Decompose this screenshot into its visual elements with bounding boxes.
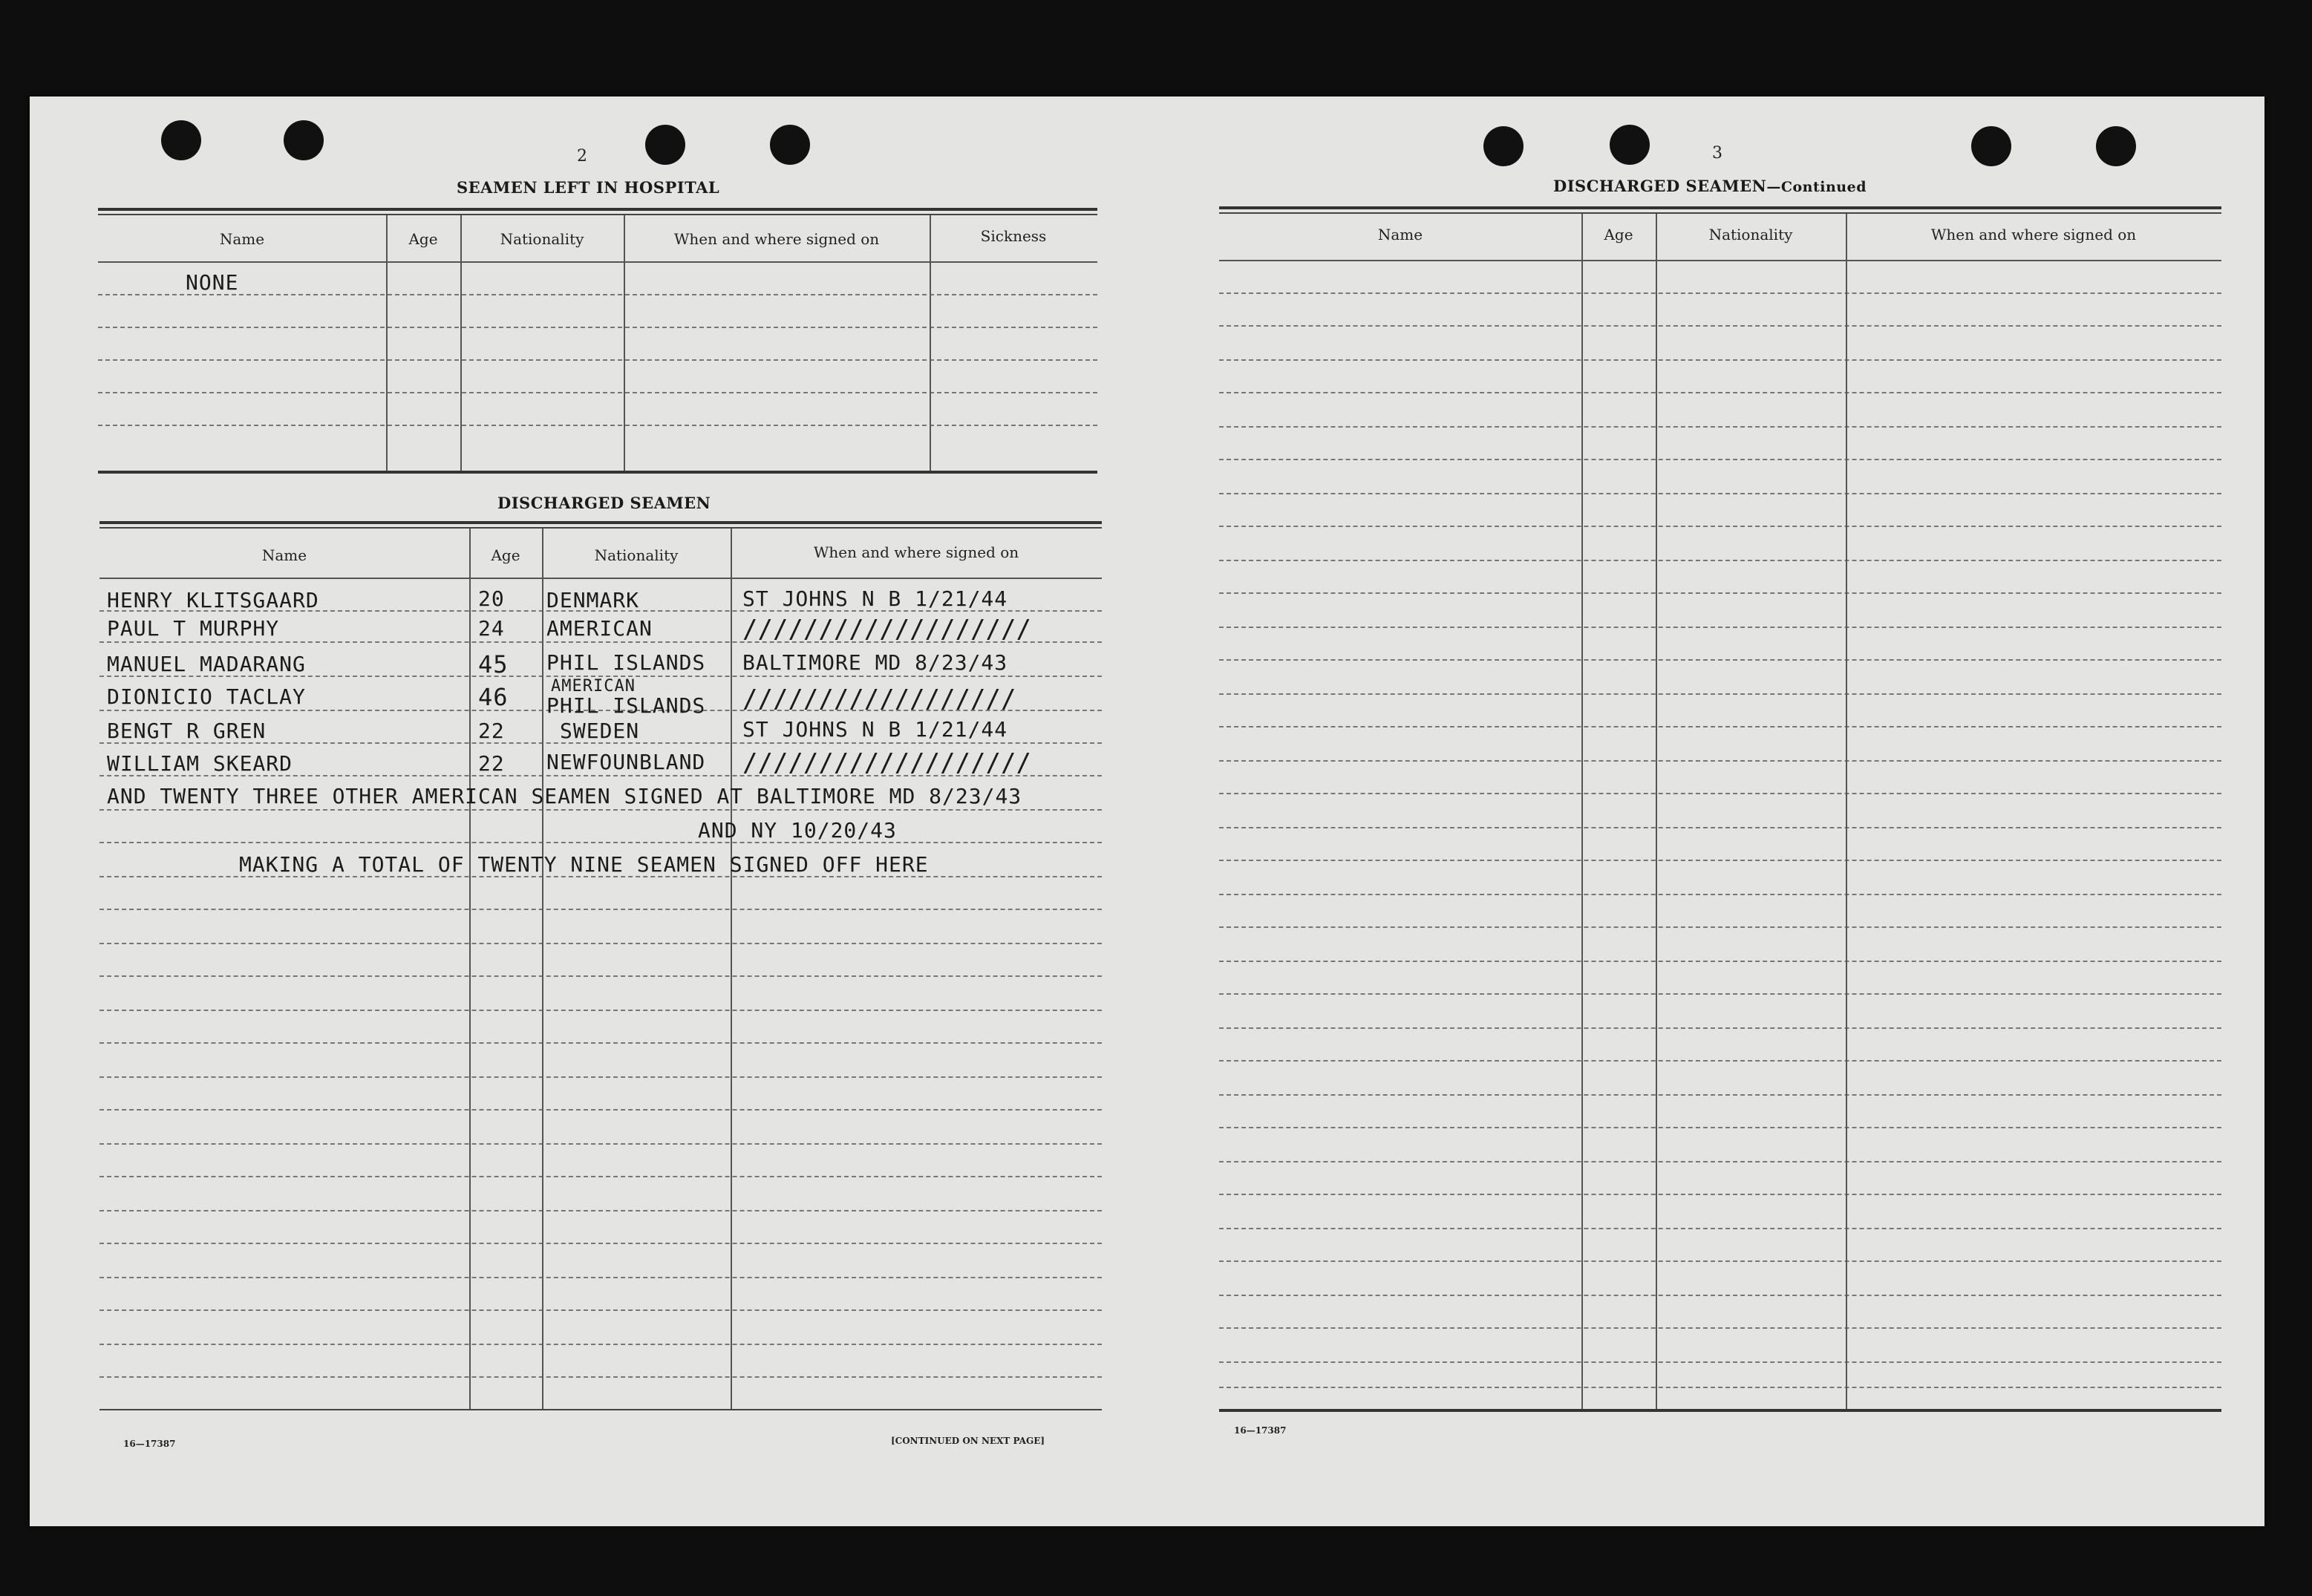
binder-hole (645, 125, 685, 165)
discharged-continued-heading (1553, 177, 1867, 195)
column-header-sickness: Sickness (980, 227, 1047, 245)
column-header-signed-on: When and where signed on (813, 543, 1019, 561)
continued-note: [CONTINUED ON NEXT PAGE] (891, 1436, 1045, 1446)
seaman-nationality: SWEDEN (560, 719, 640, 743)
seaman-nationality-correction: AMERICAN (551, 677, 636, 696)
seaman-signed-on: /////////////////// (742, 615, 1031, 644)
seaman-age: 46 (478, 683, 509, 711)
binder-hole (161, 120, 201, 160)
seaman-name: DIONICIO TACLAY (107, 684, 306, 709)
binder-hole (1483, 126, 1524, 166)
column-header-nationality: Nationality (500, 230, 584, 248)
seaman-signed-on: ////////////////// (742, 684, 1016, 714)
page-number-left: 2 (577, 147, 587, 166)
heading-main: DISCHARGED SEAMEN (1553, 177, 1767, 195)
form-code-right: 16—17387 (1234, 1425, 1287, 1436)
seaman-name: PAUL T MURPHY (107, 616, 280, 641)
binder-hole (1971, 126, 2011, 166)
seaman-nationality: NEWFOUNBLAND (546, 750, 706, 774)
seaman-age: 20 (478, 586, 505, 611)
seaman-nationality: DENMARK (546, 588, 640, 612)
seaman-nationality: PHIL ISLANDS (546, 693, 706, 718)
seaman-age: 22 (478, 751, 505, 776)
seaman-name: MANUEL MADARANG (107, 652, 306, 676)
column-header-name: Name (1377, 226, 1423, 243)
column-header-name: Name (261, 546, 307, 564)
summary-note: MAKING A TOTAL OF TWENTY NINE SEAMEN SIGNED OFF HERE (239, 852, 929, 877)
seaman-signed-on: BALTIMORE MD 8/23/43 (742, 650, 1008, 675)
hospital-heading: SEAMEN LEFT IN HOSPITAL (457, 178, 720, 197)
seaman-name: HENRY KLITSGAARD (107, 588, 319, 612)
summary-note: AND NY 10/20/43 (698, 818, 897, 843)
column-header-age: Age (1604, 226, 1633, 243)
discharged-continued-table (1219, 206, 2221, 1424)
document-sheet (30, 97, 2264, 1526)
column-header-nationality: Nationality (594, 546, 679, 564)
seaman-age: 45 (478, 650, 509, 678)
binder-hole (2096, 126, 2136, 166)
seaman-nationality: PHIL ISLANDS (546, 650, 706, 675)
seaman-name: BENGT R GREN (107, 719, 267, 743)
column-header-age: Age (491, 546, 520, 564)
discharged-table (99, 521, 1102, 1427)
seaman-name: WILLIAM SKEARD (107, 751, 293, 776)
form-code-left: 16—17387 (123, 1439, 176, 1449)
column-header-age: Age (408, 230, 438, 248)
column-header-name: Name (219, 230, 265, 248)
binder-hole (284, 120, 324, 160)
seaman-age: 24 (478, 616, 505, 641)
seaman-age: 22 (478, 719, 505, 743)
summary-note: AND TWENTY THREE OTHER AMERICAN SEAMEN SIGNED AT BALTIMORE MD 8/23/43 (107, 784, 1022, 808)
seaman-nationality: AMERICAN (546, 616, 653, 641)
hospital-entry: NONE (186, 270, 239, 295)
column-header-signed-on: When and where signed on (1930, 226, 2137, 243)
discharged-heading: DISCHARGED SEAMEN (497, 494, 711, 512)
seaman-signed-on: ST JOHNS N B 1/21/44 (742, 586, 1008, 611)
column-header-nationality: Nationality (1708, 226, 1793, 243)
heading-suffix: —Continued (1766, 179, 1867, 195)
hospital-table (98, 208, 1097, 475)
binder-hole (1610, 125, 1650, 165)
page-number-right: 3 (1712, 144, 1722, 163)
seaman-signed-on: /////////////////// (742, 748, 1031, 778)
seaman-signed-on: ST JOHNS N B 1/21/44 (742, 717, 1008, 742)
column-header-signed-on: When and where signed on (673, 230, 880, 248)
binder-hole (770, 125, 810, 165)
